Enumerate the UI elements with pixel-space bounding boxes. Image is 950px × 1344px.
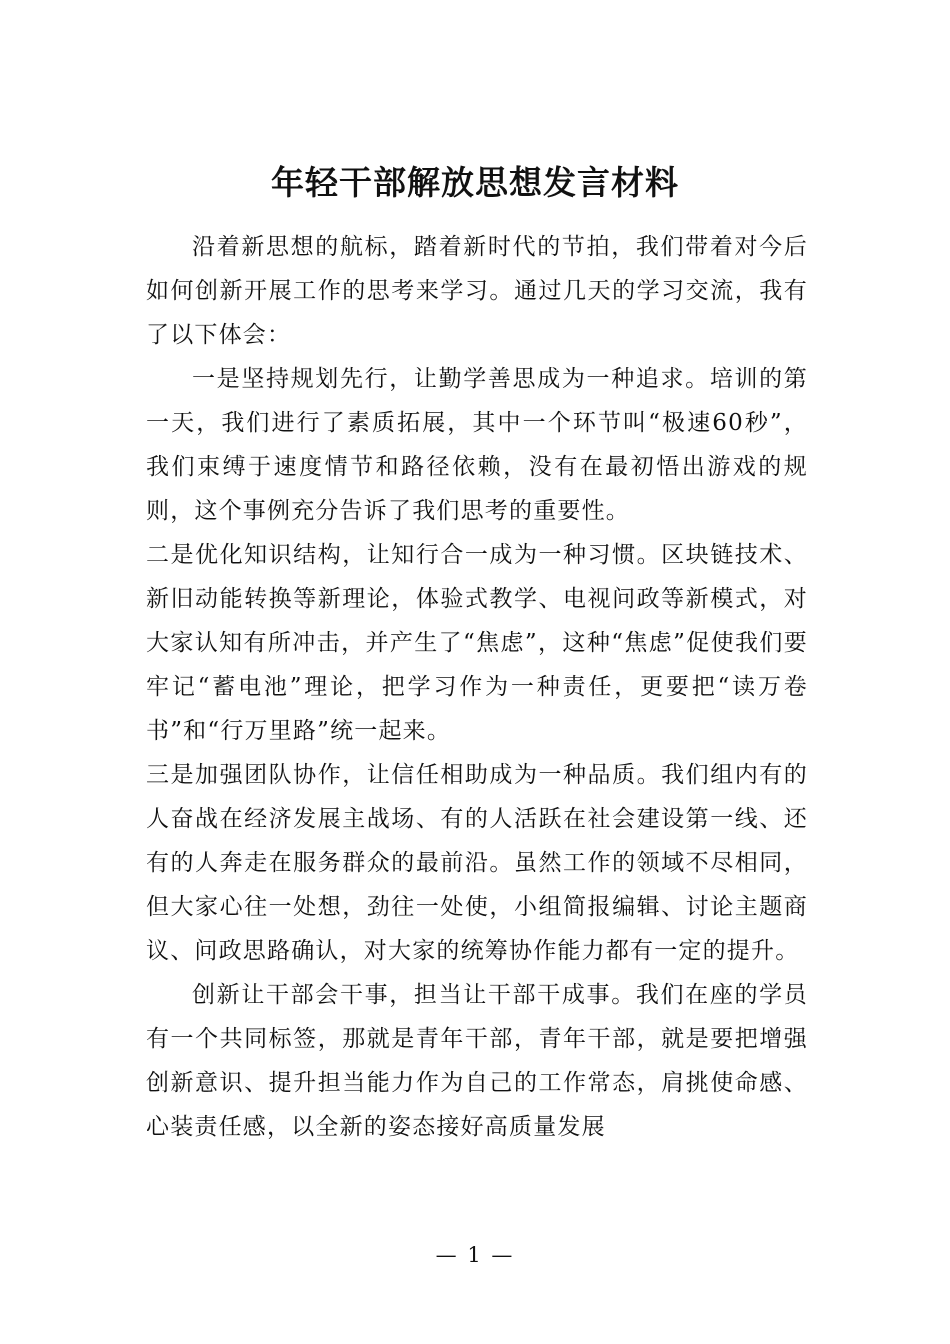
paragraph-conclusion: 创新让干部会干事，担当让干部干成事。我们在座的学员有一个共同标签，那就是青年干部，青年干部，就是要把增强创新意识、提升担当能力作为自己的工作常态，肩挑使命感、心装责任感，以全新的姿态接好高质量发展: [146, 982, 808, 1140]
document-body: [146, 225, 808, 1149]
paragraph-point-three: 三是加强团队协作，让信任相助成为一种品质。我们组内有的人奋战在经济发展主战场、有的人活跃在社会建设第一线、还有的人奔走在服务群众的最前沿。虽然工作的领域不尽相同，但大家心往一处想，劲往一处使，小组简报编辑、讨论主题商议、问政思路确认，对大家的统筹协作能力都有一定的提升。: [146, 762, 808, 964]
paragraph-point-two: 二是优化知识结构，让知行合一成为一种习惯。区块链技术、新旧动能转换等新理论，体验式教学、电视问政等新模式，对大家认知有所冲击，并产生了“焦虑”，这种“焦虑”促使我们要牢记“蓄电池”理论，把学习作为一种责任，更要把“读万卷书”和“行万里路”统一起来。: [146, 542, 808, 744]
paragraph-point-one: 一是坚持规划先行，让勤学善思成为一种追求。培训的第一天，我们进行了素质拓展，其中一个环节叫“极速60秒”，我们束缚于速度情节和路径依赖，没有在最初悟出游戏的规则，这个事例充分告诉了我们思考的重要性。: [146, 366, 808, 524]
paragraph-intro: 沿着新思想的航标，踏着新时代的节拍，我们带着对今后如何创新开展工作的思考来学习。通过几天的学习交流，我有了以下体会：: [146, 234, 808, 348]
page-number: — 1 —: [435, 1243, 515, 1267]
document-title: 年轻干部解放思想发言材料: [271, 163, 679, 202]
